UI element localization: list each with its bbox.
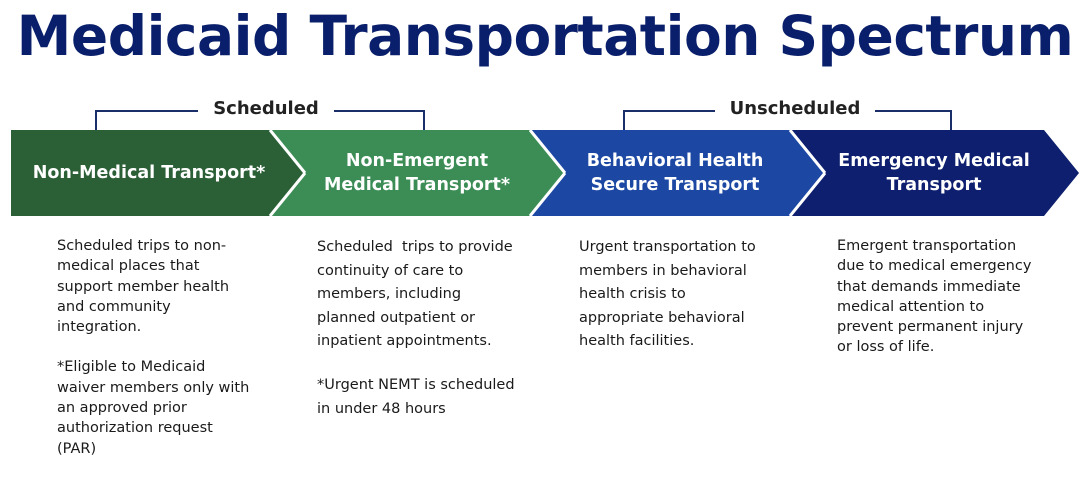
- stage-3-description-text: Urgent transportation to members in behavioral health crisis to appropriate behavioral health facilities.: [579, 239, 756, 350]
- stage-2-label: Non-Emergent Medical Transport*: [323, 151, 511, 195]
- scheduled-label: Scheduled: [198, 96, 334, 122]
- stage-4-description-text: Emergent transportation due to medical emergency that demands immediate medical attention to prevent permanent injury or loss of life.: [837, 238, 1032, 356]
- stage-2-description: [317, 236, 557, 441]
- unscheduled-label: Unscheduled: [715, 96, 875, 122]
- stage-1-note: *Eligible to Medicaid waiver members only with an approved prior authorization request (PAR): [57, 359, 250, 457]
- page-title: Medicaid Transportation Spectrum: [16, 4, 1074, 68]
- stage-1-description-text: Scheduled trips to non- medical places that support member health and community integration.: [57, 238, 230, 336]
- stage-3-description: [579, 236, 809, 374]
- stage-2-note: *Urgent NEMT is scheduled in under 48 hours: [317, 376, 515, 417]
- stage-1-label: Non-Medical Transport*: [32, 163, 266, 183]
- stage-4-description: [837, 236, 1077, 378]
- stage-1-description: [57, 236, 282, 479]
- stage-4-label: Emergency Medical Transport: [838, 151, 1030, 195]
- stage-2-description-text: Scheduled trips to provide continuity of care to members, including planned outpatient or inpatient appointments.: [317, 239, 513, 350]
- stage-3-label: Behavioral Health Secure Transport: [586, 151, 764, 195]
